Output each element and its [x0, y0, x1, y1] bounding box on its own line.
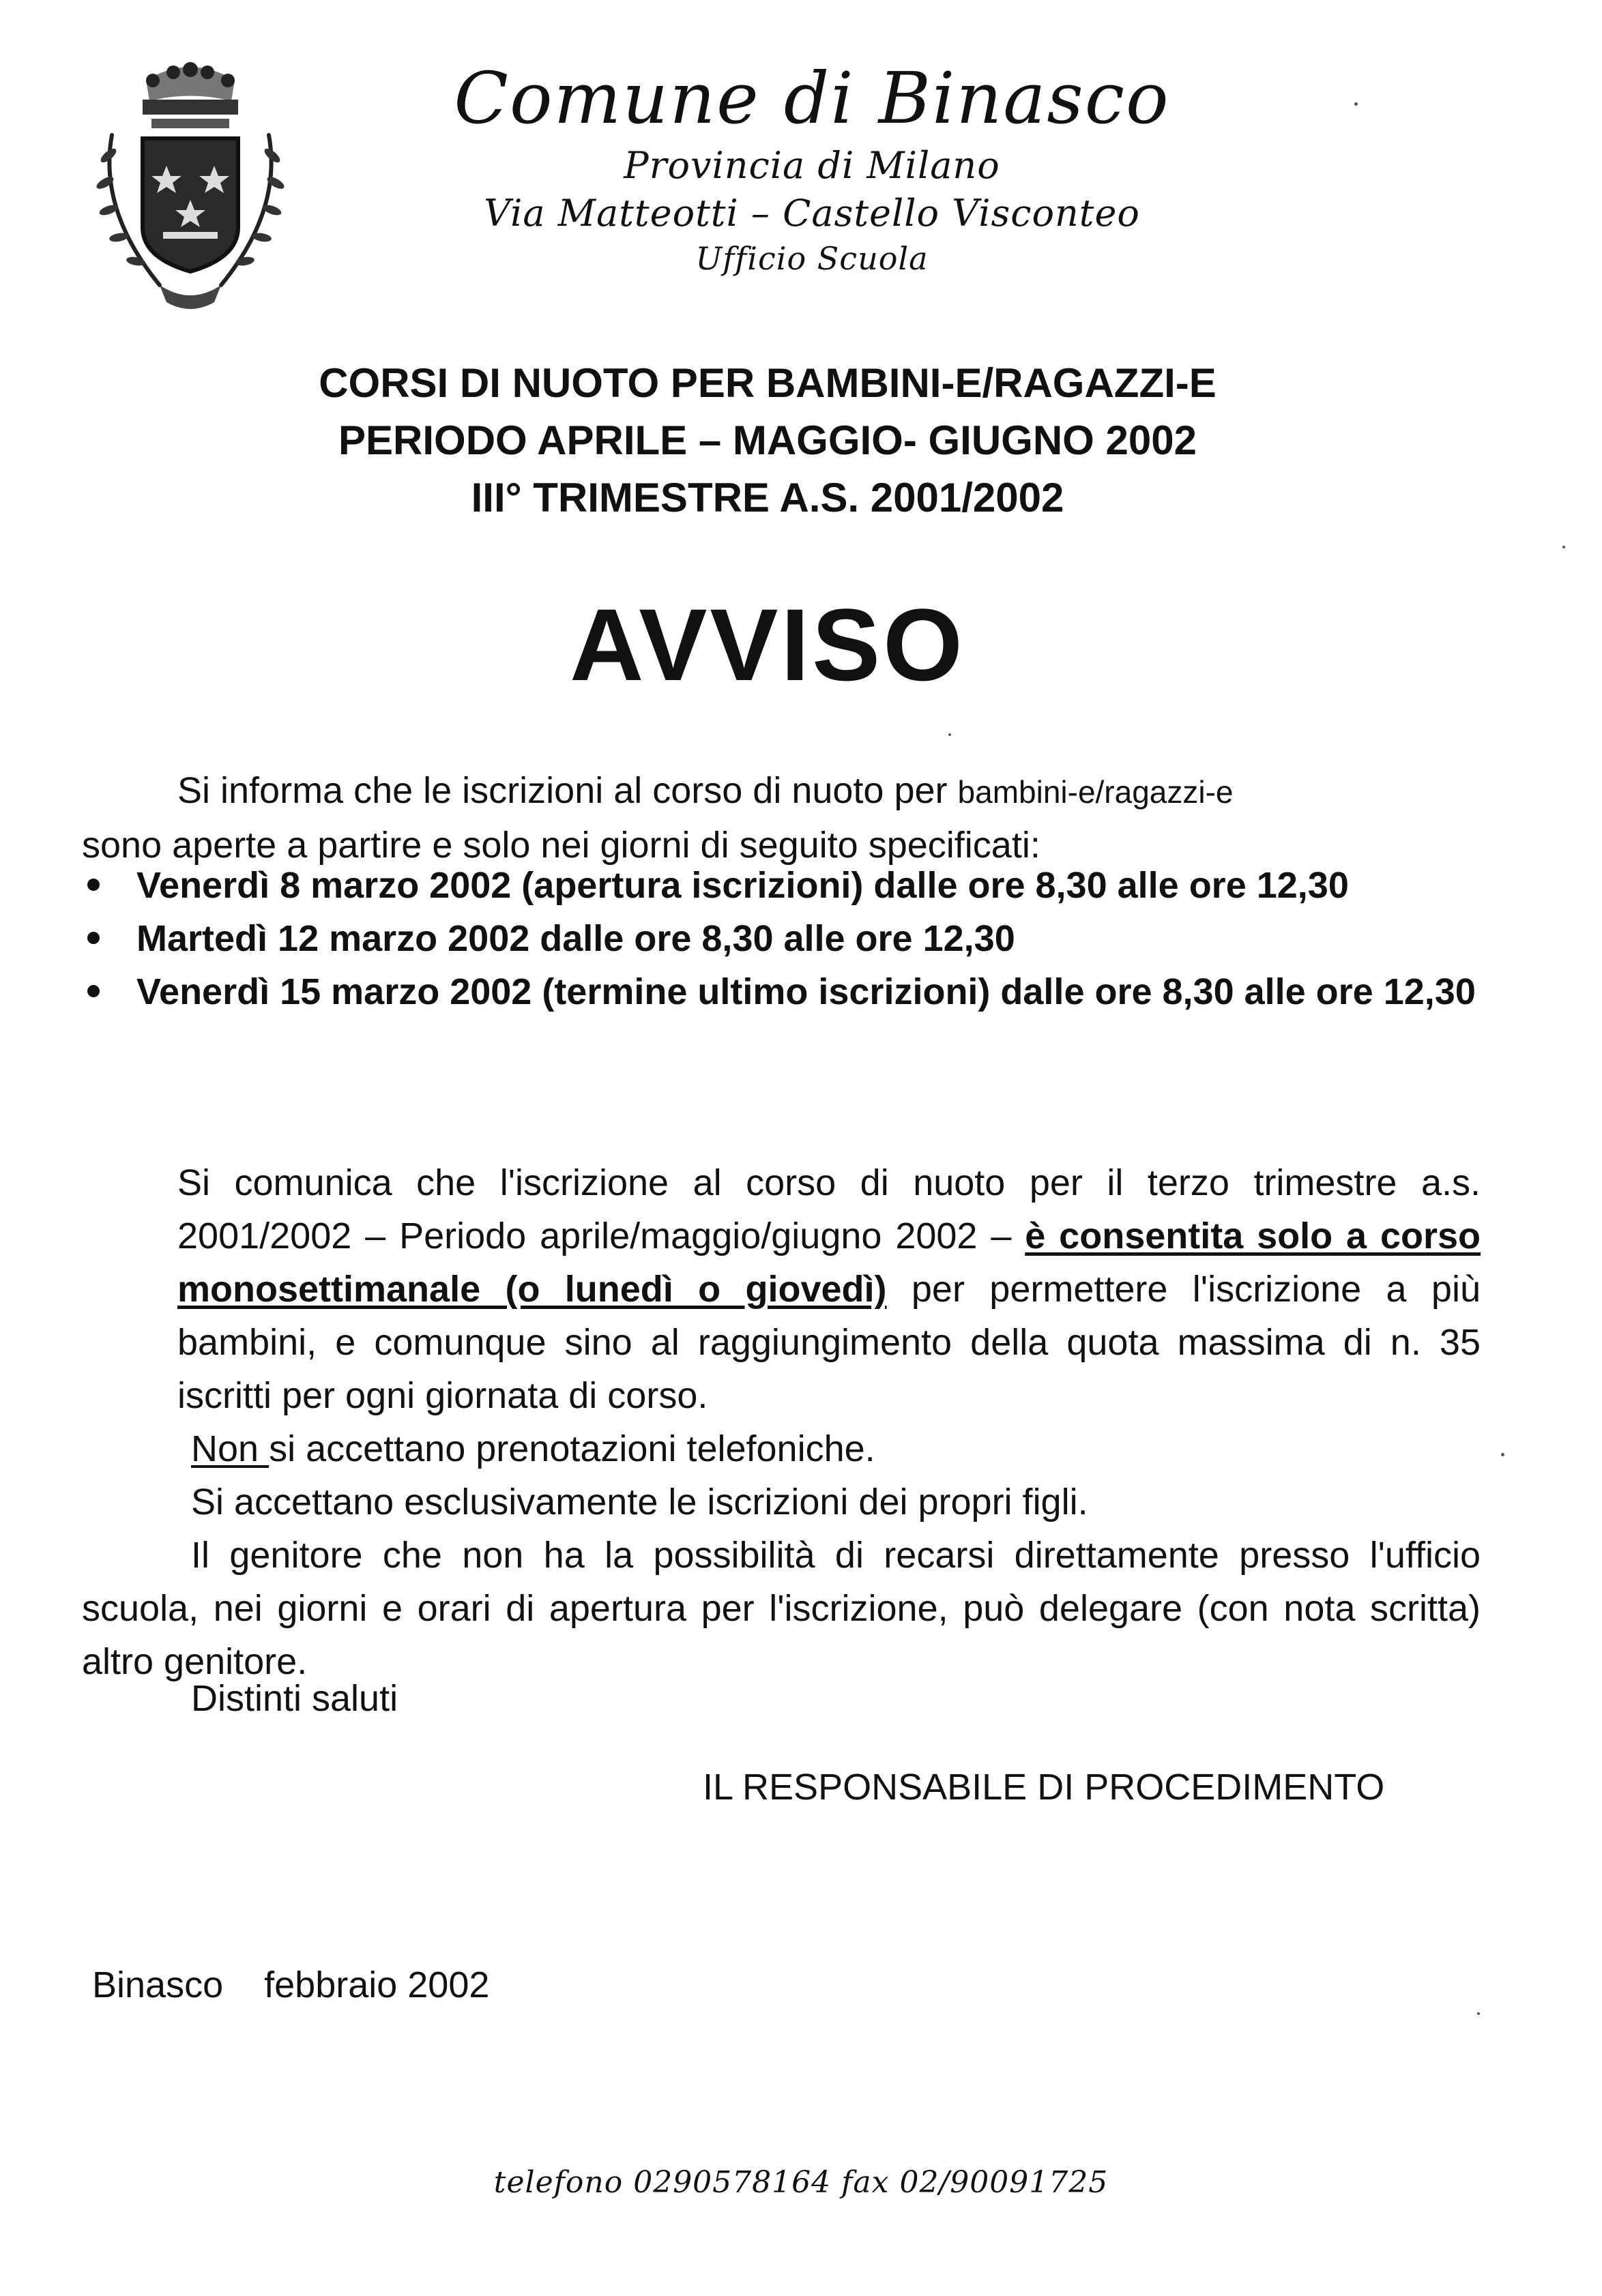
letterhead: [300, 55, 1324, 280]
date: febbraio 2002: [264, 1964, 490, 2005]
bullet-icon: [87, 879, 100, 891]
scan-speck: [1477, 2012, 1480, 2015]
title-line-3: III° TRIMESTRE A.S. 2001/2002: [471, 475, 1064, 520]
notice-heading: AVVISO: [570, 587, 965, 702]
intro-text-3: sono aperte a partire e solo nei giorni di seguito specificati:: [82, 825, 1040, 866]
closing-greeting: Distinti saluti: [191, 1678, 398, 1719]
scan-speck: [948, 733, 951, 736]
date-text: Venerdì 15 marzo 2002 (termine ultimo iscrizioni) dalle ore 8,30 alle ore 12,30: [136, 971, 1476, 1012]
body-paragraphs: [82, 1156, 1481, 1688]
date-text: Venerdì 8 marzo 2002 (apertura iscrizioni) dalle ore 8,30 alle ore 12,30: [136, 865, 1349, 906]
list-item: [82, 967, 1481, 1016]
comune-name: Comune di Binasco: [454, 57, 1170, 140]
delegation-paragraph: [82, 1529, 1481, 1688]
address: Via Matteotti – Castello Visconteo: [484, 192, 1140, 235]
list-item: [82, 914, 1481, 963]
office: Ufficio Scuola: [695, 240, 929, 277]
rules-text-b: per permettere l'iscrizione a più bambini, e comunque sino al raggiungimento della quota massima di n. 35 iscritti per ogni giornata di corso.: [177, 1269, 1481, 1416]
list-item: [82, 861, 1481, 910]
place-and-date: [92, 1961, 489, 2009]
registration-dates-list: [82, 861, 1481, 1020]
no-phone-bookings: [82, 1422, 1481, 1475]
municipal-crest-icon: [71, 53, 310, 312]
delegation-text: Il genitore che non ha la possibilità di recarsi direttamente presso l'ufficio scuola, nei giorni e orari di apertura per l'iscrizione, può delegare (con nota scritta) altro genitore.: [82, 1535, 1481, 1682]
place: Binasco: [92, 1964, 224, 2005]
rules-text-a: Si comunica che l'iscrizione al corso di nuoto per il terzo trimestre a.s. 2001/2002 – Periodo aprile/maggio/giugno 2002 –: [177, 1162, 1481, 1256]
intro-paragraph: [82, 764, 1481, 872]
provincia: Provincia di Milano: [624, 144, 1000, 187]
title-line-1: CORSI DI NUOTO PER BAMBINI-E/RAGAZZI-E: [319, 360, 1217, 406]
own-children-only: Si accettano esclusivamente le iscrizioni dei propri figli.: [191, 1482, 1088, 1522]
date-text: Martedì 12 marzo 2002 dalle ore 8,30 alle ore 12,30: [136, 918, 1015, 959]
rules-emphasis: è consentita solo a corso monosettimanale (o lunedì o giovedì): [177, 1216, 1481, 1310]
title-line-2: PERIODO APRILE – MAGGIO- GIUGNO 2002: [338, 417, 1197, 463]
bullet-icon: [87, 985, 100, 997]
bullet-icon: [87, 932, 100, 944]
intro-text-2: bambini-e/ragazzi-e: [957, 774, 1234, 810]
rules-paragraph: [82, 1156, 1481, 1422]
no-phone-text: si accettano prenotazioni telefoniche.: [269, 1428, 875, 1469]
scan-speck: [1501, 1453, 1504, 1456]
intro-text-1: Si informa che le iscrizioni al corso di nuoto per: [177, 770, 958, 811]
no-underlined: Non: [191, 1428, 270, 1469]
signatory-title: IL RESPONSABILE DI PROCEDIMENTO: [703, 1767, 1385, 1808]
scan-speck: [1562, 546, 1565, 548]
scan-speck: [1354, 102, 1358, 106]
course-title: [205, 355, 1330, 527]
contact-footer: telefono 0290578164 fax 02/90091725: [493, 2165, 1109, 2200]
